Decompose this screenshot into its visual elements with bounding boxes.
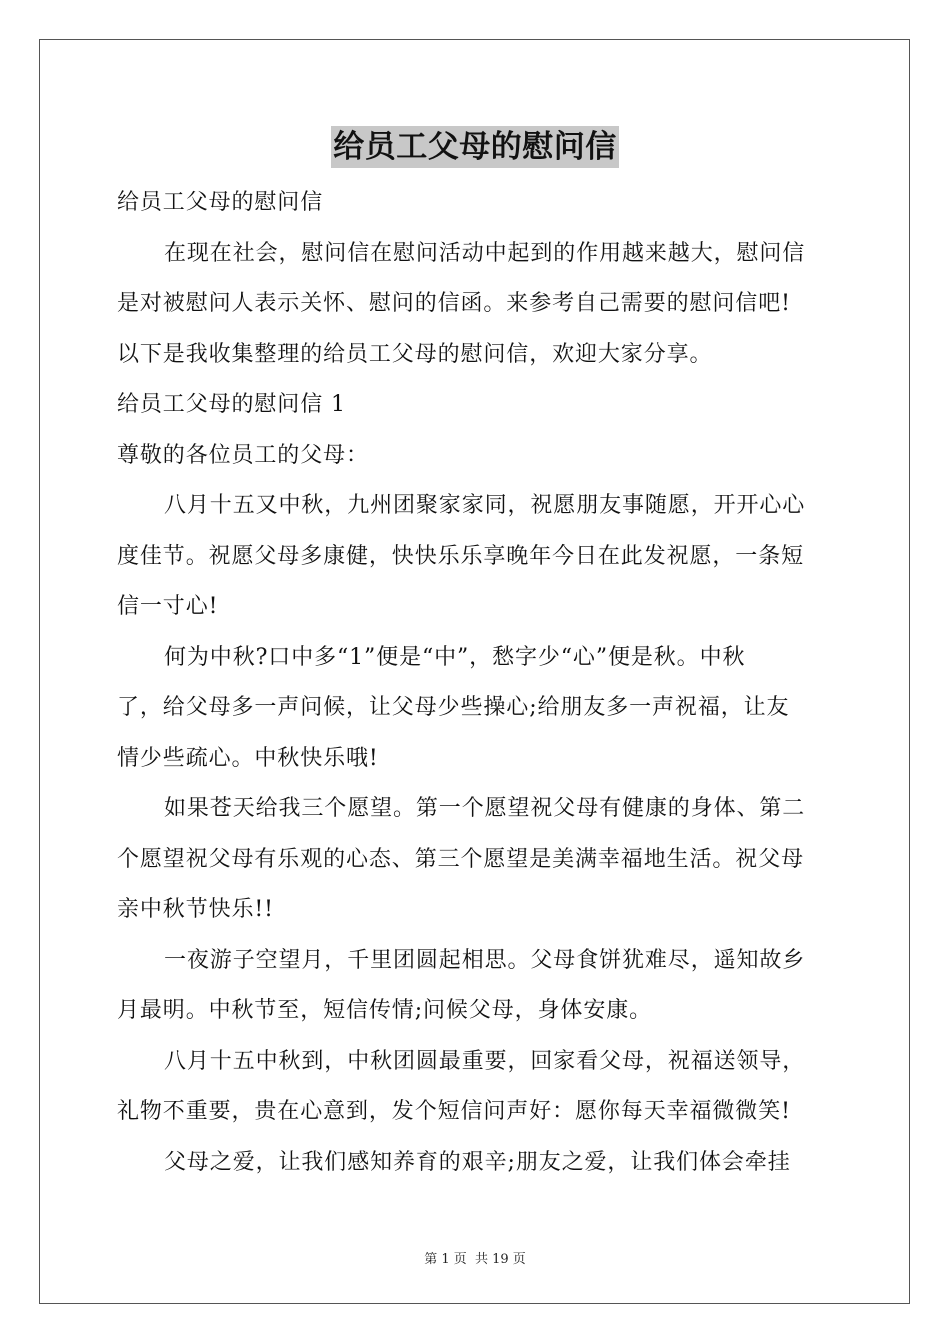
title-wrap <box>0 126 950 168</box>
paragraph-line: 一夜游子空望月，千里团圆起相思。父母食饼犹难尽，遥知故乡 <box>164 947 806 973</box>
paragraph-line: 八月十五又中秋，九州团聚家家同，祝愿朋友事随愿，开开心心 <box>164 493 806 518</box>
paragraph-line: 了，给父母多一声问候，让父母少些操心;给朋友多一声祝福，让友 <box>117 695 790 720</box>
paragraph-line: 是对被慰问人表示关怀、慰问的信函。来参考自己需要的慰问信吧! <box>117 291 791 316</box>
document-body <box>117 178 837 1188</box>
page-number: 第 1 页 <box>424 1252 467 1267</box>
paragraph-line: 八月十五中秋到，中秋团圆最重要，回家看父母，祝福送领导， <box>164 1048 806 1074</box>
paragraph-line: 在现在社会，慰问信在慰问活动中起到的作用越来越大，慰问信 <box>164 240 806 266</box>
paragraph-line: 个愿望祝父母有乐观的心态、第三个愿望是美满幸福地生活。祝父母 <box>117 846 805 872</box>
paragraph-line: 礼物不重要，贵在心意到，发个短信问声好：愿你每天幸福微微笑! <box>117 1099 791 1124</box>
paragraph-line: 情少些疏心。中秋快乐哦! <box>117 745 379 771</box>
salutation: 尊敬的各位员工的父母： <box>117 442 369 468</box>
page-title: 给员工父母的慰问信 <box>331 126 619 168</box>
paragraph-line: 以下是我收集整理的给员工父母的慰问信，欢迎大家分享。 <box>117 341 713 367</box>
paragraph-line: 如果苍天给我三个愿望。第一个愿望祝父母有健康的身体、第二 <box>164 796 806 821</box>
paragraph-line: 信一寸心! <box>117 594 219 619</box>
paragraph-line: 度佳节。祝愿父母多康健，快快乐乐享晚年今日在此发祝愿，一条短 <box>117 543 805 569</box>
paragraph-line: 给员工父母的慰问信 <box>117 190 324 215</box>
page-total: 共 19 页 <box>474 1252 526 1267</box>
paragraph-line: 父母之爱，让我们感知养育的艰辛;朋友之爱，让我们体会牵挂 <box>164 1149 791 1175</box>
paragraph-line: 何为中秋?口中多“1”便是“中”，愁字少“心”便是秋。中秋 <box>164 644 746 670</box>
page-footer <box>0 1248 950 1267</box>
letter-heading: 给员工父母的慰问信 1 <box>117 392 346 417</box>
paragraph-line: 亲中秋节快乐!! <box>117 897 274 922</box>
paragraph-line: 月最明。中秋节至，短信传情;问候父母，身体安康。 <box>117 998 653 1023</box>
